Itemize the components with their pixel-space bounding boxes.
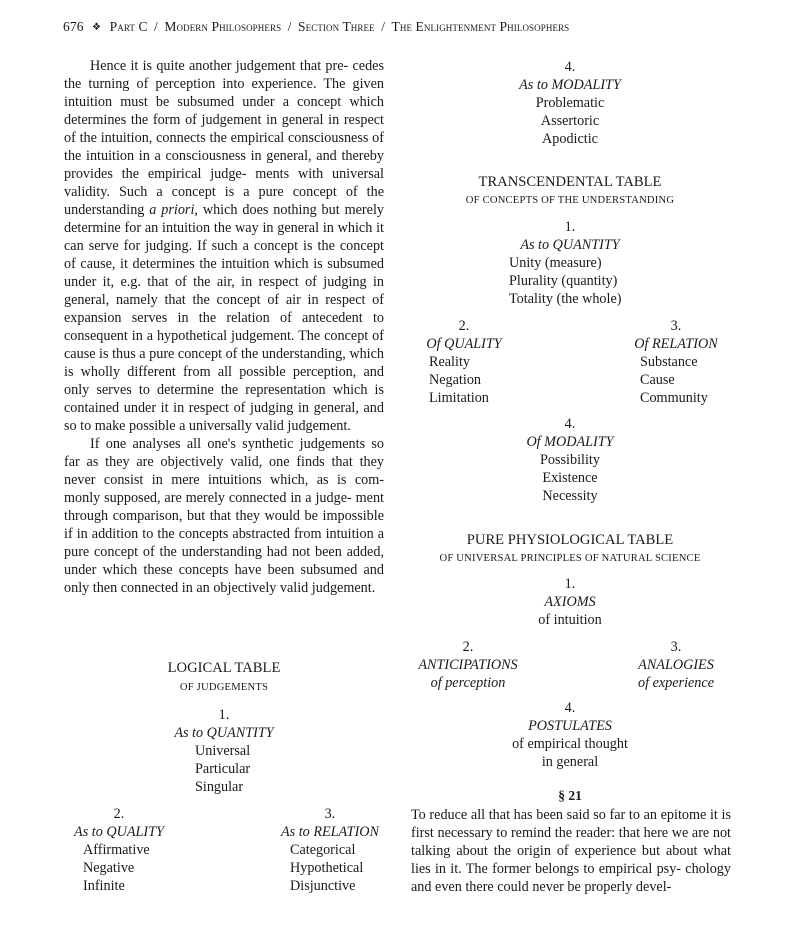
physiological-anticipations-group: 2. ANTICIPATIONS of perception	[418, 639, 518, 691]
page-number: 676	[63, 19, 84, 34]
section-label-c: The Enlightenment Philosophers	[391, 19, 570, 34]
logical-relation-items: Categorical Hypothetical Disjunctive	[290, 842, 364, 894]
a-priori-term: a priori,	[149, 202, 198, 218]
physiological-table-title: PURE PHYSIOLOGICAL TABLE	[466, 532, 674, 548]
physiological-axioms-group: 1. AXIOMS of intuition	[538, 576, 602, 628]
transcendental-relation-items: Substance Cause Community	[640, 354, 708, 406]
logical-quantity-items: Universal Particular Singular	[195, 743, 251, 795]
running-head: 676 ❖ Part C / Modern Philosophers / Section Three / The Enlightenment Philosophers	[63, 19, 570, 34]
transcendental-table-subtitle: OF CONCEPTS OF THE UNDERSTANDING	[465, 195, 675, 206]
transcendental-quality-items: Reality Negation Limitation	[429, 354, 489, 406]
left-column-text	[64, 57, 384, 597]
transcendental-quality-group: 2. Of QUALITY	[426, 318, 502, 352]
logical-modality-group: 4. As to MODALITY Problematic Assertoric Apodictic	[519, 59, 621, 147]
transcendental-modality-group: 4. Of MODALITY Possibility Existence Necessity	[526, 416, 614, 504]
paragraph-1: Hence it is quite another judgement that pre- cedes the turning of perception into experience. The given intuition must be subsumed under a concept which determines the form of judgement in general in respect of the intuition, connects the empirical consciousness of the intuition in a consciousness in general, and thereby provides the empirical judge- ments with universal validity. Such a concept is a pure concept of the understanding a priori, which does nothing but merely determine for an intuition the way in general in which it can serve for judging. If such a concept is the concept of cause, it determines the intuition which is subsumed under it, e.g. that of the air, in respect of judging in general, namely that the concept of air in respect of expansion serves in the relation of antecedent to consequent in a hypothetical judgement. The concept of cause is thus a pure concept of the understanding, which is wholly different from all possible perception, and only serves to determine the representation which is contained under it in respect of judging in general, and so to make possible a universally valid judgement.	[64, 58, 384, 434]
bullet-icon: ❖	[92, 22, 102, 33]
section-label-b: Section Three	[298, 19, 375, 34]
transcendental-quantity-group: 1. As to QUANTITY	[520, 219, 620, 253]
logical-quality-items: Affirmative Negative Infinite	[83, 842, 150, 894]
transcendental-table-title: TRANSCENDENTAL TABLE	[478, 174, 662, 190]
section-21-heading: § 21	[558, 788, 582, 803]
logical-table-subtitle: OF JUDGEMENTS	[179, 682, 269, 693]
physiological-postulates-group: 4. POSTULATES of empirical thought in general	[512, 700, 628, 770]
transcendental-quantity-items: Unity (measure) Plurality (quantity) Totality (the whole)	[509, 255, 622, 307]
logical-table-title: LOGICAL TABLE	[167, 660, 281, 676]
physiological-table-subtitle: OF UNIVERSAL PRINCIPLES OF NATURAL SCIENCE	[439, 553, 701, 564]
logical-quantity-group: 1. As to QUANTITY	[174, 707, 274, 741]
transcendental-relation-group: 3. Of RELATION	[634, 318, 718, 352]
section-21-text: To reduce all that has been said so far to an epitome it is first necessary to remind the reader: that here we are not talking about the origin of experience but about what lies in it. The former belongs to empirical psy- chology and even there could never be properly devel-	[411, 807, 731, 895]
paragraph-2: If one analyses all one's synthetic judgements so far as they are objectively valid, one finds that they never consist in mere intuitions which, as is com- monly supposed, are merely connected in a judge- ment through comparison, but that they would be impossible if in addition to the concepts abstracted from intuition a pure concept of the understanding had not been added, under which these concepts have been subsumed and only then connected in an objectively valid judgement.	[64, 436, 384, 596]
physiological-analogies-group: 3. ANALOGIES of experience	[637, 639, 714, 691]
part-label: Part C	[109, 19, 148, 34]
logical-quality-group: 2. As to QUALITY	[74, 806, 164, 840]
section-label-a: Modern Philosophers	[164, 19, 282, 34]
logical-relation-group: 3. As to RELATION	[280, 806, 379, 840]
